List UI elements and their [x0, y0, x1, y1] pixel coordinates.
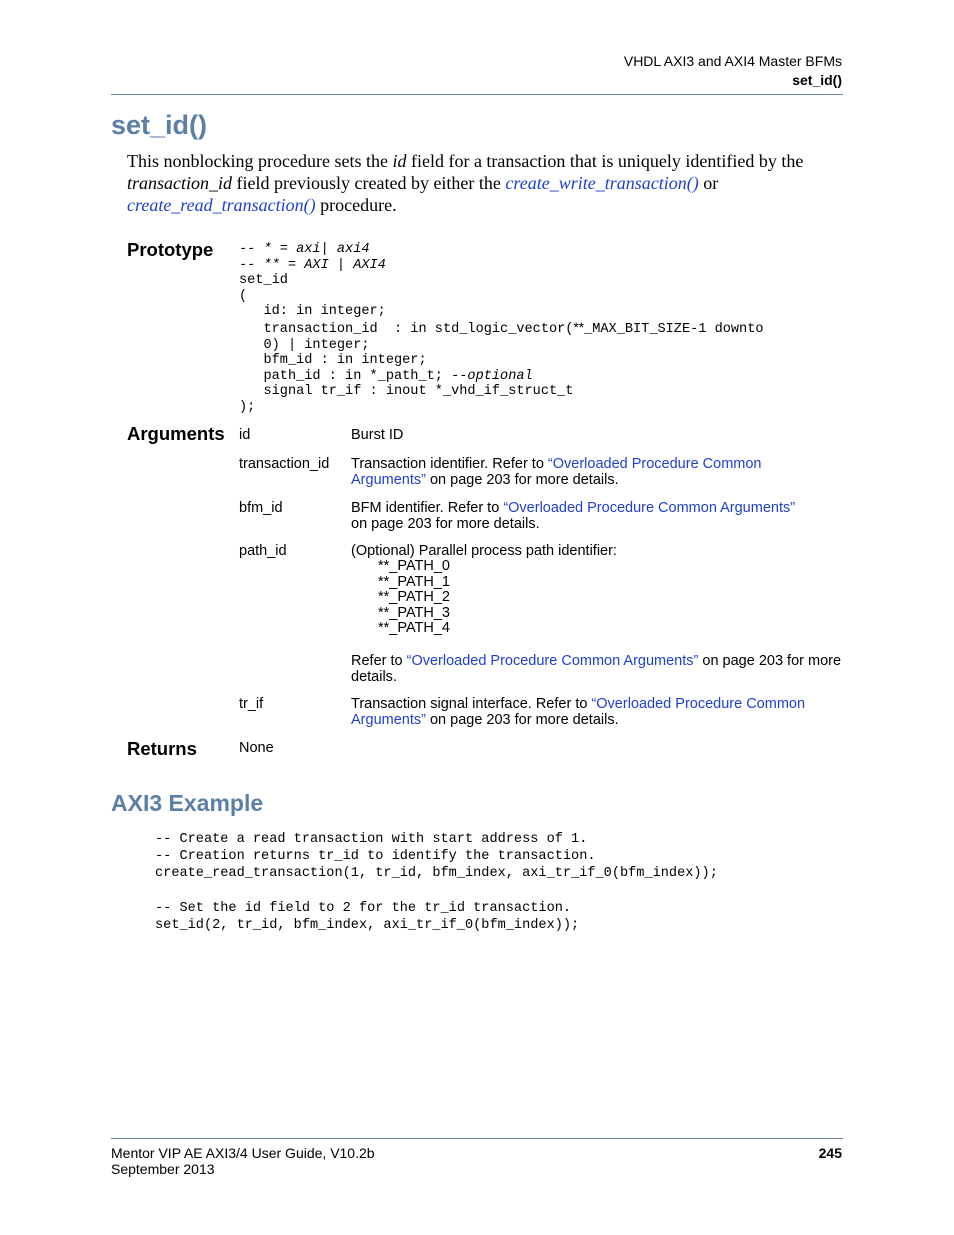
- footer-rule: [111, 1138, 843, 1139]
- path-list: [378, 559, 846, 637]
- code-line: _MAX_BIT_SIZE-1 downto: [584, 321, 764, 337]
- path-item: **_PATH_0: [378, 558, 450, 574]
- page-number: 245: [818, 1145, 842, 1161]
- code-line: bfm_id : in integer;: [239, 353, 427, 369]
- code-line: **: [573, 319, 585, 335]
- code-line: id: in integer;: [239, 304, 386, 320]
- intro-term-transaction-id: transaction_id: [127, 173, 233, 193]
- link-overloaded-arguments[interactable]: “Overloaded Procedure Common Arguments”: [503, 500, 796, 516]
- arg-note: [351, 653, 846, 685]
- code-line: -- Set the id field to 2 for the tr_id transaction.: [155, 900, 572, 916]
- link-overloaded-arguments[interactable]: “Overloaded Procedure Common Arguments”: [351, 696, 806, 728]
- code-line: create_read_transaction(1, tr_id, bfm_index, axi_tr_if_0(bfm_index));: [155, 866, 718, 882]
- arg-text: on page 203 for more details.: [351, 516, 540, 532]
- arg-name-bfm-id: bfm_id: [239, 500, 283, 516]
- arg-desc-bfm-id: [351, 500, 846, 532]
- link-overloaded-arguments[interactable]: “Overloaded Procedure Common Arguments”: [406, 652, 699, 669]
- code-line: -- ** = AXI | AXI4: [239, 257, 386, 273]
- intro-text: or: [698, 173, 719, 193]
- page-title: set_id(): [111, 110, 208, 140]
- path-item: **_PATH_2: [378, 589, 450, 606]
- arg-text: on page 203 for more details.: [351, 652, 842, 685]
- arg-text: Refer to: [351, 652, 407, 669]
- arg-text: on page 203 for more details.: [425, 472, 619, 488]
- arg-text: Transaction identifier. Refer to: [351, 456, 548, 472]
- prototype-label: Prototype: [127, 239, 214, 260]
- arg-name-transaction-id: transaction_id: [239, 456, 330, 472]
- link-create-read-transaction[interactable]: create_read_transaction(): [127, 195, 316, 215]
- intro-text: This nonblocking procedure sets the: [127, 151, 393, 171]
- spacer: [351, 637, 846, 653]
- running-header-chapter: VHDL AXI3 and AXI4 Master BFMs: [623, 53, 842, 69]
- arg-text: (Optional) Parallel process path identifier:: [351, 543, 617, 559]
- arg-desc-path-id: [351, 543, 846, 685]
- path-item: **_PATH_3: [378, 604, 450, 621]
- arg-desc-tr-if: [351, 696, 846, 728]
- code-line: );: [239, 399, 256, 415]
- intro-text: field for a transaction that is uniquely identified by the: [406, 151, 804, 171]
- code-line: transaction_id : in std_logic_vector(: [239, 321, 574, 337]
- code-line: -- Create a read transaction with start address of 1.: [155, 832, 588, 847]
- intro-text: field previously created by either the: [232, 173, 506, 193]
- link-create-write-transaction[interactable]: create_write_transaction(): [505, 173, 699, 193]
- arg-name-tr-if: tr_if: [239, 696, 264, 712]
- path-item: **_PATH_1: [378, 573, 450, 590]
- footer-date: September 2013: [111, 1161, 215, 1177]
- footer-left: [111, 1145, 375, 1177]
- code-line: (: [239, 288, 248, 304]
- code-line: path_id : in *_path_t; --: [239, 368, 468, 384]
- intro-text: procedure.: [315, 195, 397, 215]
- code-line: optional: [467, 368, 533, 384]
- arg-text: BFM identifier. Refer to: [351, 500, 504, 516]
- code-line: -- * = axi| axi4: [239, 242, 370, 257]
- arg-text: on page 203 for more details.: [425, 712, 619, 728]
- returns-value: None: [239, 740, 274, 756]
- arg-name-path-id: path_id: [239, 543, 287, 559]
- code-line: signal tr_if : inout *_vhd_if_struct_t: [239, 384, 574, 400]
- code-line: set_id(2, tr_id, bfm_index, axi_tr_if_0(bfm_index));: [155, 918, 580, 934]
- intro-term-id: id: [392, 151, 407, 171]
- arguments-label: Arguments: [127, 423, 225, 444]
- code-line: set_id: [239, 273, 288, 289]
- footer-guide: Mentor VIP AE AXI3/4 User Guide, V10.2b: [111, 1145, 375, 1161]
- arg-text: Transaction signal interface. Refer to: [351, 696, 592, 712]
- example-heading: AXI3 Example: [111, 790, 264, 816]
- example-code: [155, 831, 718, 934]
- arg-desc-transaction-id: [351, 456, 811, 488]
- code-line: 0) | integer;: [239, 337, 370, 353]
- code-line: -- Creation returns tr_id to identify the transaction.: [155, 849, 596, 865]
- running-header-section: set_id(): [792, 72, 842, 88]
- arg-desc-id: Burst ID: [351, 427, 404, 443]
- link-overloaded-arguments[interactable]: “Overloaded Procedure Common Arguments”: [351, 456, 762, 488]
- intro-paragraph: [127, 150, 847, 216]
- header-rule: [111, 94, 843, 95]
- arg-name-id: id: [239, 427, 251, 443]
- path-item: **_PATH_4: [378, 620, 450, 637]
- prototype-code: [239, 242, 764, 416]
- returns-label: Returns: [127, 738, 197, 759]
